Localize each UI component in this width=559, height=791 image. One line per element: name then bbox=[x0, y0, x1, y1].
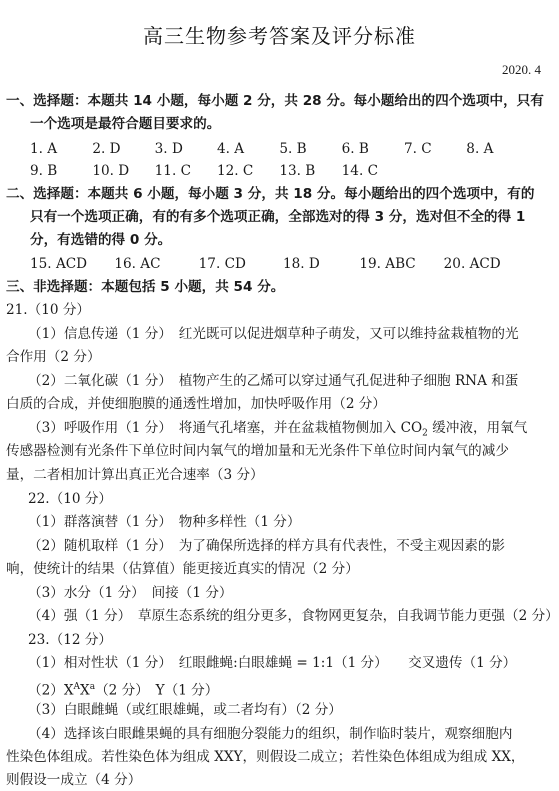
q21-part3-line-c: 量，二者相加计算出真正光合速率（3 分） bbox=[6, 467, 264, 483]
answer-19: 19. ABC bbox=[359, 256, 416, 272]
answer-14: 14. C bbox=[341, 163, 378, 179]
answer-7: 7. C bbox=[403, 141, 432, 157]
section3-heading: 三、非选择题：本题包括 5 小题，共 54 分。 bbox=[6, 279, 285, 295]
answer-18: 18. D bbox=[282, 256, 320, 272]
q21-part3-line-a bbox=[28, 419, 527, 443]
q21-part3-text-post: 缓冲液，用氧气 bbox=[427, 420, 528, 436]
answer-8: 8. A bbox=[466, 141, 494, 157]
answer-5: 5. B bbox=[279, 141, 307, 157]
answer-3: 3. D bbox=[154, 141, 183, 157]
answer-6: 6. B bbox=[341, 141, 369, 157]
q21-part2-line-a: （2）二氧化碳（1 分） 植物产生的乙烯可以穿过通气孔促进种子细胞 RNA 和蛋 bbox=[28, 373, 519, 389]
answer-17: 17. CD bbox=[198, 256, 246, 272]
q22-part3: （3）水分（1 分） 间接（1 分） bbox=[28, 585, 233, 601]
q23-part2 bbox=[28, 678, 218, 700]
q22-part2-line-a: （2）随机取样（1 分） 为了确保所选择的样方具有代表性，不受主观因素的影 bbox=[28, 538, 506, 554]
q23-part4-line-c: 则假设一成立（4 分） bbox=[6, 772, 142, 788]
q22-part1: （1）群落演替（1 分） 物种多样性（1 分） bbox=[28, 514, 301, 530]
q23-part2-text-post: （2 分） Y（1 分） bbox=[95, 682, 219, 699]
answer-15: 15. ACD bbox=[30, 256, 88, 272]
allele-superscript-2: a bbox=[89, 682, 96, 692]
q23-part4-line-a: （4）选择该白眼雌果蝇的具有细胞分裂能力的组织，制作临时装片，观察细胞内 bbox=[28, 726, 513, 742]
q23-part4-line-b: 性染色体组成。若性染色体为组成 XXY，则假设二成立；若性染色体组成为组成 XX， bbox=[6, 749, 525, 765]
q21-part1-line-a: （1）信息传递（1 分） 红光既可以促进烟草种子萌发，又可以维持盆栽植物的光 bbox=[28, 326, 519, 342]
answer-20: 20. ACD bbox=[443, 256, 501, 272]
section2-heading-a: 二、选择题：本题共 6 小题，每小题 3 分，共 18 分。每小题给出的四个选项中，有的 bbox=[6, 186, 535, 202]
q22-part4: （4）强（1 分） 草原生态系统的组分更多，食物网更复杂，自我调节能力更强（2 分） bbox=[28, 608, 559, 624]
answer-10: 10. D bbox=[92, 163, 130, 179]
q23-part1: （1）相对性状（1 分） 红眼雌蝇:白眼雄蝇 = 1:1（1 分） 交叉遗传（1 分） bbox=[28, 655, 517, 671]
section1-answers-row1 bbox=[30, 140, 516, 158]
date-label: 2020. 4 bbox=[502, 62, 541, 77]
answer-1: 1. A bbox=[30, 141, 58, 157]
page-title: 高三生物参考答案及评分标准 bbox=[143, 24, 416, 48]
answer-9: 9. B bbox=[30, 163, 58, 179]
answer-16: 16. AC bbox=[114, 256, 161, 272]
allele-superscript-1: A bbox=[73, 682, 81, 692]
q23-part3: （3）白眼雌蝇（或红眼雄蝇，或二者均有）（2 分） bbox=[28, 702, 342, 718]
section2-heading-b: 只有一个选项正确，有的有多个选项正确，全部选对的得 3 分，选对但不全的得 1 bbox=[30, 209, 526, 225]
answer-2: 2. D bbox=[92, 141, 121, 157]
question-23-heading: 23.（12 分） bbox=[28, 632, 113, 648]
section2-heading-c: 分，有选错的得 0 分。 bbox=[30, 232, 172, 248]
q23-part2-text-pre: （2）X bbox=[28, 682, 74, 699]
answer-11: 11. C bbox=[154, 163, 191, 179]
section1-answers-row2 bbox=[30, 162, 400, 180]
q22-part2-line-b: 响，使统计的结果（估算值）能更接近真实的情况（2 分） bbox=[6, 561, 359, 577]
q21-part3-line-b: 传感器检测有光条件下单位时间内氧气的增加量和无光条件下单位时间内氧气的减少 bbox=[6, 443, 509, 459]
answer-4: 4. A bbox=[216, 141, 245, 157]
co2-subscript: 2 bbox=[422, 428, 428, 439]
q21-part2-line-b: 白质的合成，并使细胞膜的通透性增加，加快呼吸作用（2 分） bbox=[6, 396, 386, 412]
q21-part3-text-pre: （3）呼吸作用（1 分） 将通气孔堵塞，并在盆栽植物侧加入 CO bbox=[28, 420, 423, 436]
section1-heading-a: 一、选择题：本题共 14 小题，每小题 2 分，共 28 分。每小题给出的四个选项中，只有 bbox=[6, 93, 544, 109]
question-21-heading: 21.（10 分） bbox=[6, 302, 91, 318]
q21-part1-line-b: 合作用（2 分） bbox=[6, 349, 101, 365]
answer-12: 12. C bbox=[216, 163, 254, 179]
q23-part2-text-mid: X bbox=[80, 682, 90, 699]
answer-13: 13. B bbox=[279, 163, 316, 179]
section2-answers-row1 bbox=[30, 255, 514, 273]
section1-heading-b: 一个选项是最符合题目要求的。 bbox=[30, 116, 221, 132]
question-22-heading: 22.（10 分） bbox=[28, 491, 113, 507]
